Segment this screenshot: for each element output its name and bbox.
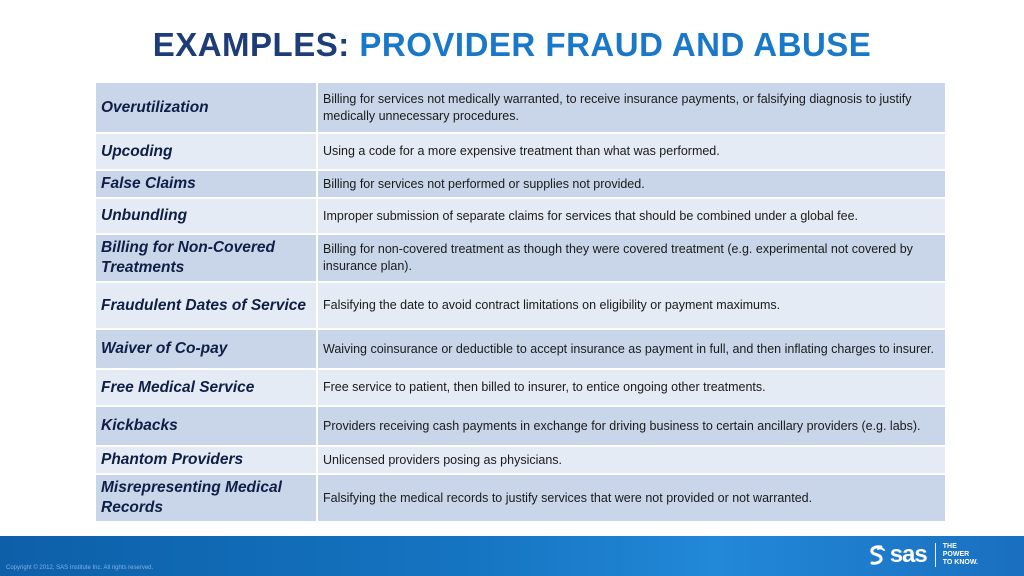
term-cell: Fraudulent Dates of Service [95,282,317,329]
table-row [95,198,946,234]
table-row [95,406,946,446]
footer-bar [0,536,1024,576]
sas-swirl-icon [866,544,888,566]
description-cell: Billing for non-covered treatment as though they were covered treatment (e.g. experimental not covered by insurance plan). [317,234,946,282]
term-cell: Free Medical Service [95,369,317,406]
term-cell: Unbundling [95,198,317,234]
description-cell: Billing for services not performed or supplies not provided. [317,170,946,198]
table-row [95,369,946,406]
term-cell: Misrepresenting Medical Records [95,474,317,522]
title-prefix: EXAMPLES: [152,26,350,63]
sas-wordmark: sas [889,541,927,568]
sas-logo [866,540,978,570]
description-cell: Billing for services not medically warranted, to receive insurance payments, or falsifying diagnosis to justify medically unnecessary procedures. [317,82,946,133]
term-cell: Waiver of Co-pay [95,329,317,369]
term-cell: Phantom Providers [95,446,317,474]
page-title [0,26,1024,64]
table-row [95,282,946,329]
term-cell: Kickbacks [95,406,317,446]
title-main: PROVIDER FRAUD AND ABUSE [359,26,872,63]
logo-divider [935,543,936,567]
tagline [943,543,978,567]
description-cell: Providers receiving cash payments in exchange for driving business to certain ancillary providers (e.g. labs). [317,406,946,446]
description-cell: Using a code for a more expensive treatment than what was performed. [317,133,946,170]
description-cell: Unlicensed providers posing as physicians. [317,446,946,474]
description-cell: Falsifying the medical records to justify services that were not provided or not warranted. [317,474,946,522]
tagline-line: THE [942,543,957,550]
copyright-text: Copyright © 2012, SAS Institute Inc. All rights reserved. [6,565,154,571]
description-cell: Free service to patient, then billed to insurer, to entice ongoing other treatments. [317,369,946,406]
table-row [95,82,946,133]
tagline-line: TO KNOW. [942,559,978,566]
tagline-line: POWER [942,551,970,558]
table-row [95,446,946,474]
fraud-examples-table [94,81,947,523]
description-cell: Falsifying the date to avoid contract limitations on eligibility or payment maximums. [317,282,946,329]
table-row [95,329,946,369]
table-row [95,170,946,198]
description-cell: Waiving coinsurance or deductible to accept insurance as payment in full, and then inflating charges to insurer. [317,329,946,369]
term-cell: False Claims [95,170,317,198]
term-cell: Billing for Non-Covered Treatments [95,234,317,282]
table-row [95,474,946,522]
term-cell: Upcoding [95,133,317,170]
table-row [95,133,946,170]
description-cell: Improper submission of separate claims for services that should be combined under a global fee. [317,198,946,234]
table-row [95,234,946,282]
term-cell: Overutilization [95,82,317,133]
